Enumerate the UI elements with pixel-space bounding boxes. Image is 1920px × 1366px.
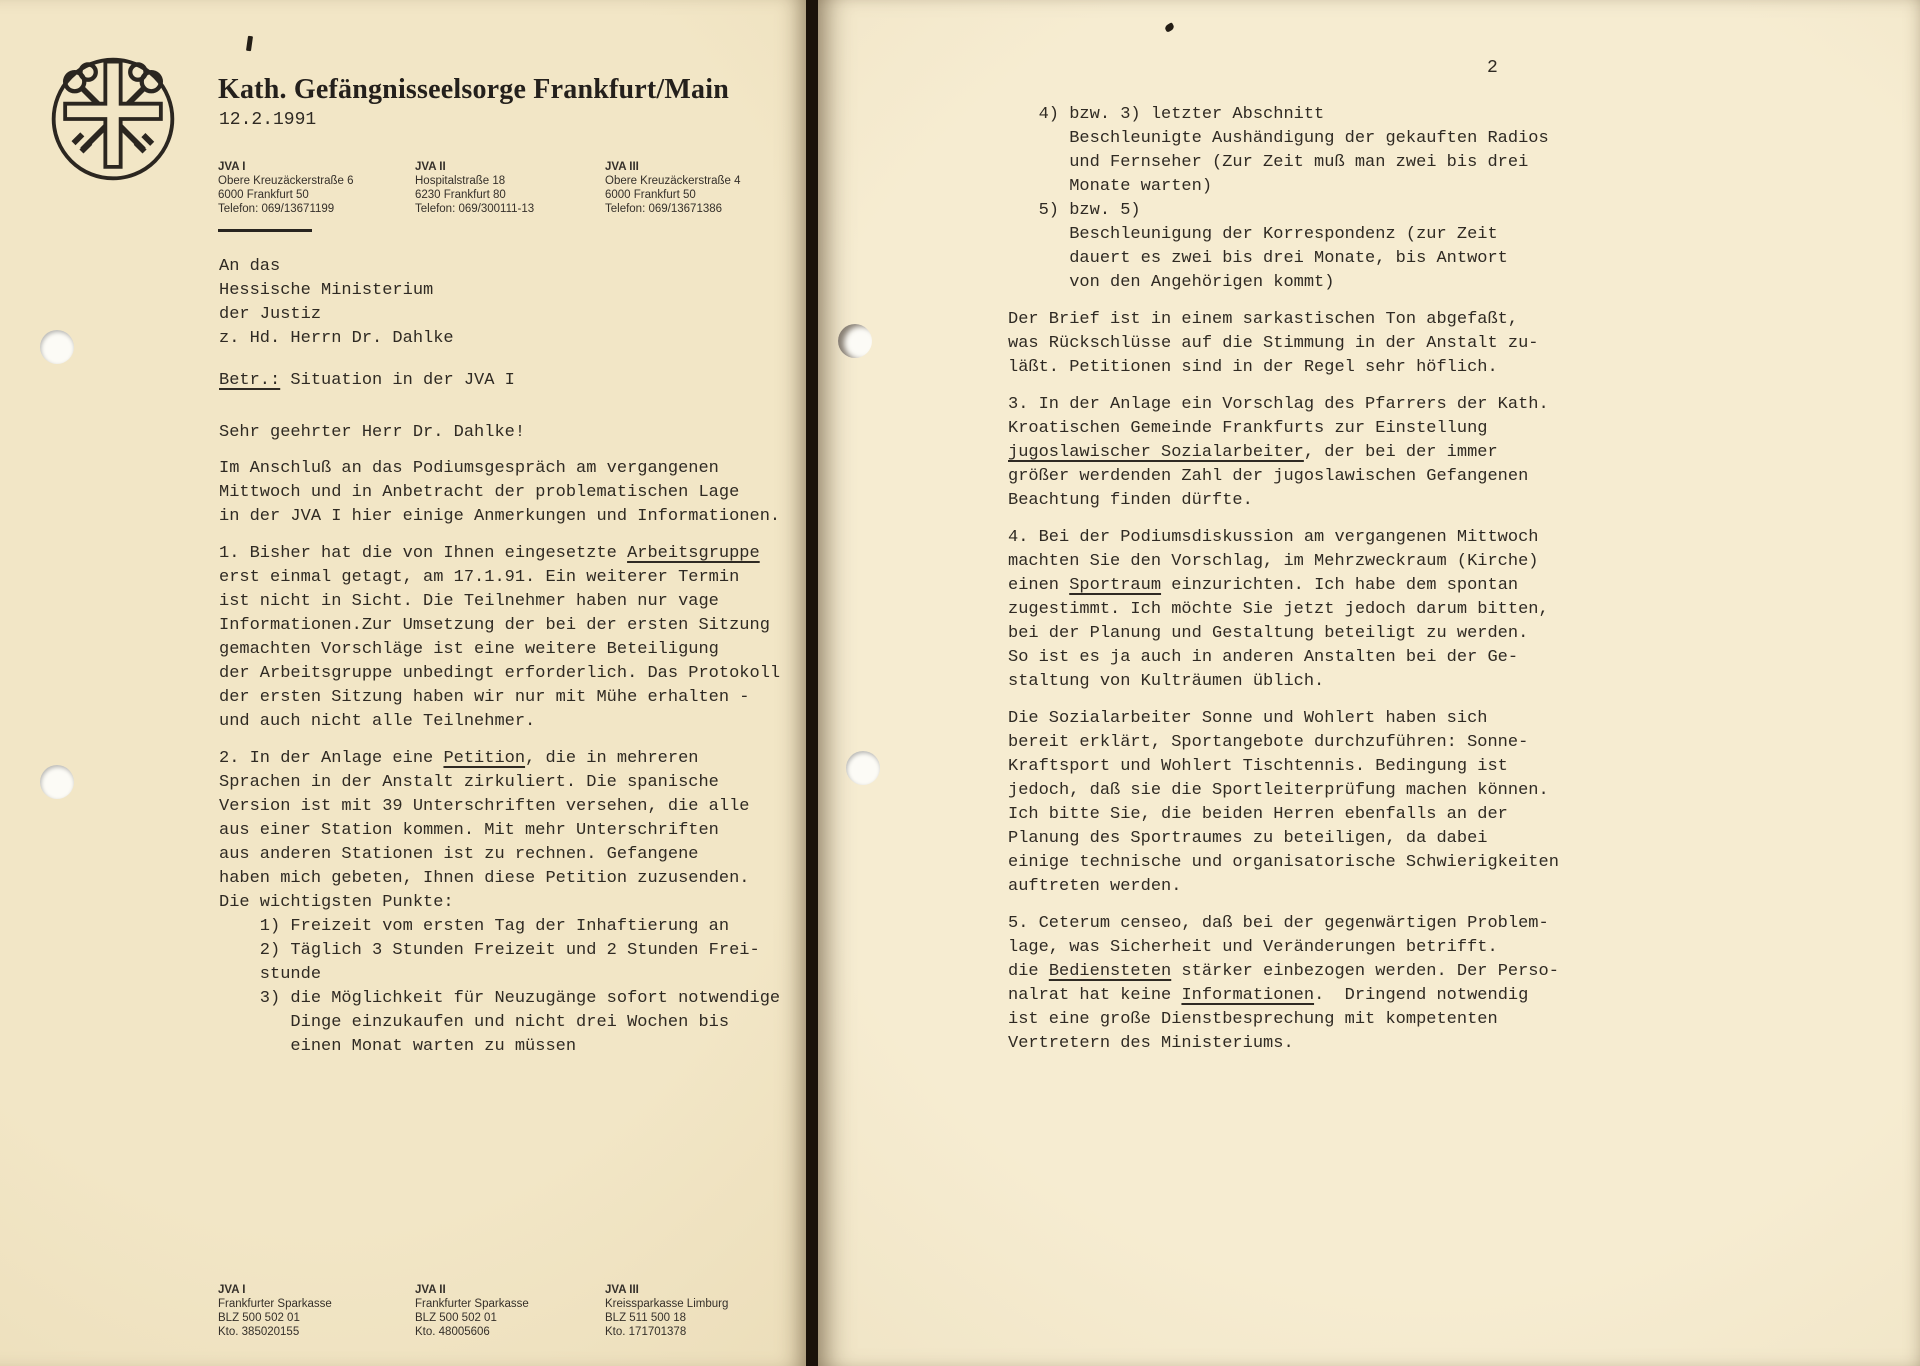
text-line: gemachten Vorschläge ist eine weitere Beteiligung bbox=[219, 640, 719, 659]
text-line: Vertretern des Ministeriums. bbox=[1008, 1034, 1294, 1053]
paragraph bbox=[1008, 526, 1559, 694]
text-line: So ist es ja auch in anderen Anstalten bei der Ge- bbox=[1008, 648, 1519, 667]
subject-line bbox=[219, 371, 515, 390]
text-line: 5. Ceterum censeo, daß bei der gegenwärtigen Problem- bbox=[1008, 914, 1549, 933]
text-line: Version ist mit 39 Unterschriften versehen, die alle bbox=[219, 797, 750, 816]
text-line: und auch nicht alle Teilnehmer. bbox=[219, 712, 536, 731]
text-line: Kraftsport und Wohlert Tischtennis. Bedingung ist bbox=[1008, 757, 1508, 776]
punch-hole bbox=[40, 765, 74, 799]
text-segment: 1. Bisher hat die von Ihnen eingesetzte bbox=[219, 544, 628, 563]
underlined-text: Sportraum bbox=[1069, 576, 1162, 595]
punch-hole bbox=[838, 324, 872, 358]
subject-text: Situation in der JVA I bbox=[280, 371, 515, 390]
paragraph bbox=[1008, 707, 1559, 899]
text-segment: . Dringend notwendig bbox=[1314, 986, 1529, 1005]
punch-hole bbox=[40, 330, 74, 364]
column-title: JVA III bbox=[605, 161, 639, 173]
column-line: 6000 Frankfurt 50 bbox=[218, 189, 309, 201]
underlined-text: Informationen bbox=[1181, 986, 1315, 1005]
text-line: Beschleunigung der Korrespondenz (zur Zeit bbox=[1008, 225, 1498, 244]
column-title: JVA III bbox=[605, 1284, 639, 1296]
text-line: 3. In der Anlage ein Vorschlag des Pfarrers der Kath. bbox=[1008, 395, 1549, 414]
text-segment: 2. In der Anlage eine bbox=[219, 749, 444, 768]
text-line: lage, was Sicherheit und Veränderungen betrifft. bbox=[1008, 938, 1498, 957]
page-number: 2 bbox=[1487, 58, 1498, 78]
text-line: einige technische und organisatorische Schwierigkeiten bbox=[1008, 853, 1559, 872]
paragraph bbox=[219, 542, 780, 734]
ink-mark bbox=[1164, 22, 1175, 33]
recipient-line: An das bbox=[219, 257, 281, 276]
address-column bbox=[415, 160, 605, 216]
text-line bbox=[1008, 574, 1559, 598]
column-line: Kto. 385020155 bbox=[218, 1326, 300, 1338]
text-line: Beachtung finden dürfte. bbox=[1008, 491, 1253, 510]
column-title: JVA I bbox=[218, 1284, 246, 1296]
column-title: JVA II bbox=[415, 1284, 446, 1296]
salutation: Sehr geehrter Herr Dr. Dahlke! bbox=[219, 423, 526, 442]
text-line: Monate warten) bbox=[1008, 177, 1213, 196]
underlined-text: Arbeitsgruppe bbox=[627, 544, 760, 563]
column-line: Telefon: 069/13671386 bbox=[605, 203, 723, 215]
text-line: machten Sie den Vorschlag, im Mehrzweckraum (Kirche) bbox=[1008, 552, 1539, 571]
letterhead-addresses bbox=[218, 160, 802, 216]
text-line: läßt. Petitionen sind in der Regel sehr höflich. bbox=[1008, 358, 1498, 377]
column-line: Kto. 48005606 bbox=[415, 1326, 490, 1338]
subject-label: Betr.: bbox=[219, 371, 281, 390]
text-segment: , die in mehreren bbox=[525, 749, 699, 768]
column-line: Obere Kreuzäckerstraße 6 bbox=[218, 175, 354, 187]
text-line: Im Anschluß an das Podiumsgespräch am vergangenen bbox=[219, 459, 719, 478]
text-line: 4. Bei der Podiumsdiskussion am vergangenen Mittwoch bbox=[1008, 528, 1539, 547]
prison-chaplaincy-logo bbox=[46, 52, 180, 186]
column-line: 6230 Frankfurt 80 bbox=[415, 189, 506, 201]
text-line: Ich bitte Sie, die beiden Herren ebenfalls an der bbox=[1008, 805, 1508, 824]
text-line: stunde bbox=[219, 965, 322, 984]
recipient-line: Hessische Ministerium bbox=[219, 281, 434, 300]
text-line: 1) Freizeit vom ersten Tag der Inhaftierung an bbox=[219, 917, 730, 936]
letter-body-page2 bbox=[1008, 103, 1559, 1056]
text-line: Die Sozialarbeiter Sonne und Wohlert haben sich bbox=[1008, 709, 1488, 728]
column-line: Hospitalstraße 18 bbox=[415, 175, 506, 187]
column-line: 6000 Frankfurt 50 bbox=[605, 189, 696, 201]
text-line: und Fernseher (Zur Zeit muß man zwei bis drei bbox=[1008, 153, 1529, 172]
text-line: einen Monat warten zu müssen bbox=[219, 1037, 577, 1056]
bank-footer bbox=[218, 1283, 802, 1339]
text-line: auftreten werden. bbox=[1008, 877, 1182, 896]
text-line: 3) die Möglichkeit für Neuzugänge sofort notwendige bbox=[219, 989, 781, 1008]
letterhead-title: Kath. Gefängnisseelsorge Frankfurt/Main bbox=[218, 74, 729, 105]
letterhead-rule bbox=[218, 229, 312, 232]
text-line: Sprachen in der Anstalt zirkuliert. Die spanische bbox=[219, 773, 719, 792]
column-line: Telefon: 069/13671199 bbox=[218, 203, 335, 215]
text-line: größer werdenden Zahl der jugoslawischen Gefangenen bbox=[1008, 467, 1529, 486]
column-line: Kreissparkasse Limburg bbox=[605, 1298, 729, 1310]
text-segment: die bbox=[1008, 962, 1049, 981]
recipient-line: z. Hd. Herrn Dr. Dahlke bbox=[219, 329, 454, 348]
text-line: ist nicht in Sicht. Die Teilnehmer haben nur vage bbox=[219, 592, 719, 611]
page-1 bbox=[0, 0, 806, 1366]
recipient-line: der Justiz bbox=[219, 305, 322, 324]
text-line: bereit erklärt, Sportangebote durchzuführen: Sonne- bbox=[1008, 733, 1529, 752]
paragraph bbox=[219, 457, 780, 529]
text-line: jedoch, daß sie die Sportleiterprüfung machen können. bbox=[1008, 781, 1549, 800]
text-line: haben mich gebeten, Ihnen diese Petition zuzusenden. bbox=[219, 869, 750, 888]
address-column bbox=[605, 160, 802, 216]
bank-column bbox=[415, 1283, 605, 1339]
text-line bbox=[1008, 960, 1559, 984]
text-line: Kroatischen Gemeinde Frankfurts zur Einstellung bbox=[1008, 419, 1488, 438]
text-line: Planung des Sportraumes zu beteiligen, da dabei bbox=[1008, 829, 1488, 848]
text-line: staltung von Kulträumen üblich. bbox=[1008, 672, 1325, 691]
column-line: Obere Kreuzäckerstraße 4 bbox=[605, 175, 741, 187]
paragraph bbox=[219, 747, 780, 1059]
text-line: dauert es zwei bis drei Monate, bis Antwort bbox=[1008, 249, 1508, 268]
text-line bbox=[219, 542, 780, 566]
underlined-text: Bediensteten bbox=[1048, 962, 1172, 981]
text-line bbox=[1008, 984, 1559, 1008]
text-line: erst einmal getagt, am 17.1.91. Ein weiterer Termin bbox=[219, 568, 740, 587]
text-line: was Rückschlüsse auf die Stimmung in der Anstalt zu- bbox=[1008, 334, 1539, 353]
text-line: Mittwoch und in Anbetracht der problematischen Lage bbox=[219, 483, 740, 502]
text-line bbox=[1008, 441, 1559, 465]
underlined-text: Petition bbox=[443, 749, 526, 768]
address-column bbox=[218, 160, 415, 216]
text-line: 2) Täglich 3 Stunden Freizeit und 2 Stunden Frei- bbox=[219, 941, 760, 960]
bank-column bbox=[605, 1283, 802, 1339]
text-line: bei der Planung und Gestaltung beteiligt zu werden. bbox=[1008, 624, 1529, 643]
text-line: Der Brief ist in einem sarkastischen Ton abgefaßt, bbox=[1008, 310, 1519, 329]
text-segment: einen bbox=[1008, 576, 1070, 595]
paragraph bbox=[1008, 103, 1559, 295]
text-segment: nalrat hat keine bbox=[1008, 986, 1182, 1005]
text-line: zugestimmt. Ich möchte Sie jetzt jedoch darum bitten, bbox=[1008, 600, 1549, 619]
underlined-text: jugoslawischer Sozialarbeiter bbox=[1008, 443, 1304, 462]
column-title: JVA I bbox=[218, 161, 246, 173]
text-line: Dinge einzukaufen und nicht drei Wochen bis bbox=[219, 1013, 730, 1032]
paragraph bbox=[1008, 912, 1559, 1056]
paragraph bbox=[1008, 393, 1559, 513]
column-line: BLZ 500 502 01 bbox=[415, 1312, 497, 1324]
paragraph bbox=[1008, 308, 1559, 380]
column-line: Telefon: 069/300111-13 bbox=[415, 203, 535, 215]
text-line: aus einer Station kommen. Mit mehr Unterschriften bbox=[219, 821, 719, 840]
text-line: Die wichtigsten Punkte: bbox=[219, 893, 454, 912]
text-line: ist eine große Dienstbesprechung mit kompetenten bbox=[1008, 1010, 1498, 1029]
letter-date: 12.2.1991 bbox=[219, 110, 317, 130]
column-line: Frankfurter Sparkasse bbox=[415, 1298, 529, 1310]
page-2 bbox=[818, 0, 1920, 1366]
text-segment: stärker einbezogen werden. Der Perso- bbox=[1171, 962, 1559, 981]
text-line: in der JVA I hier einige Anmerkungen und Informationen. bbox=[219, 507, 781, 526]
punch-hole bbox=[846, 751, 880, 785]
text-line: aus anderen Stationen ist zu rechnen. Gefangene bbox=[219, 845, 699, 864]
column-line: Kto. 171701378 bbox=[605, 1326, 687, 1338]
column-title: JVA II bbox=[415, 161, 446, 173]
text-segment: , der bei der immer bbox=[1303, 443, 1498, 462]
text-line: der ersten Sitzung haben wir nur mit Mühe erhalten - bbox=[219, 688, 750, 707]
text-line: 5) bzw. 5) bbox=[1008, 201, 1141, 220]
text-line: der Arbeitsgruppe unbedingt erforderlich. Das Protokoll bbox=[219, 664, 781, 683]
column-line: BLZ 511 500 18 bbox=[605, 1312, 686, 1324]
column-line: Frankfurter Sparkasse bbox=[218, 1298, 332, 1310]
bank-column bbox=[218, 1283, 415, 1339]
text-line: Informationen.Zur Umsetzung der bei der ersten Sitzung bbox=[219, 616, 770, 635]
column-line: BLZ 500 502 01 bbox=[218, 1312, 300, 1324]
text-segment: einzurichten. Ich habe dem spontan bbox=[1161, 576, 1519, 595]
text-line: 4) bzw. 3) letzter Abschnitt bbox=[1008, 105, 1325, 124]
text-line bbox=[219, 747, 780, 771]
letter-body-page1 bbox=[219, 457, 780, 1059]
recipient-address bbox=[219, 255, 454, 351]
text-line: von den Angehörigen kommt) bbox=[1008, 273, 1335, 292]
ink-mark bbox=[246, 36, 253, 52]
text-line: Beschleunigte Aushändigung der gekauften Radios bbox=[1008, 129, 1549, 148]
